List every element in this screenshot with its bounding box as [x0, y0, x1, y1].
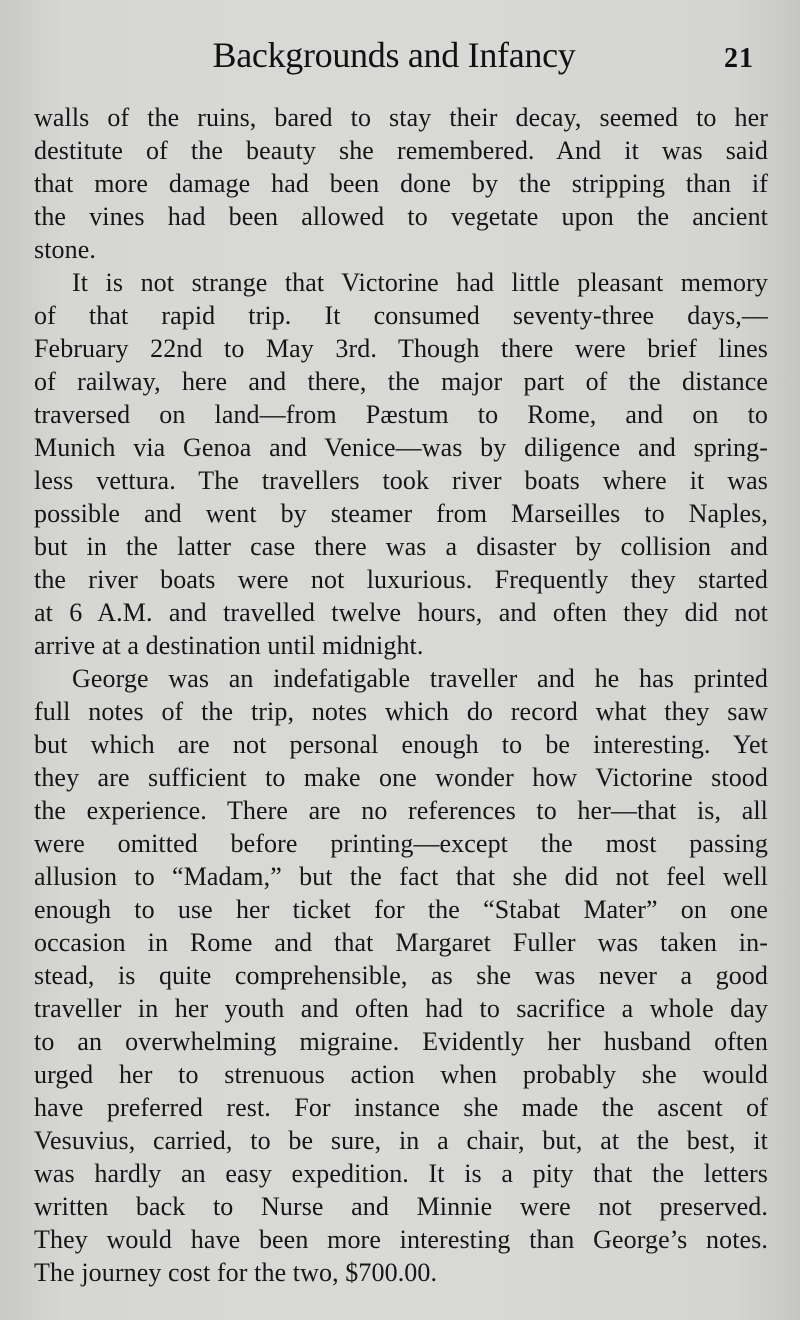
paragraph-start-line: It is not strange that Victorine had little pleasant memory — [72, 268, 768, 297]
page-number: 21 — [724, 43, 754, 74]
text-line: were omitted before printing—except the most passing — [34, 829, 768, 858]
text-line: written back to Nurse and Minnie were not preserved. — [34, 1192, 768, 1221]
running-title: Backgrounds and Infancy — [212, 35, 576, 75]
text-line: to an overwhelming migraine. Evidently her husband often — [34, 1027, 768, 1056]
text-line: at 6 A.M. and travelled twelve hours, and often they did not — [34, 598, 768, 627]
text-line: they are sufficient to make one wonder how Victorine stood — [34, 763, 768, 792]
text-line: Vesuvius, carried, to be sure, in a chair, but, at the best, it — [34, 1126, 768, 1155]
text-line: of that rapid trip. It consumed seventy-three days,— — [34, 301, 768, 330]
paragraph-end-line: arrive at a destination until midnight. — [34, 631, 424, 660]
text-line: possible and went by steamer from Marseilles to Naples, — [34, 499, 768, 528]
text-line: occasion in Rome and that Margaret Fuller was taken in- — [34, 928, 768, 957]
text-line: but which are not personal enough to be interesting. Yet — [34, 730, 768, 759]
text-line: of railway, here and there, the major part of the distance — [34, 367, 768, 396]
text-line: the vines had been allowed to vegetate upon the ancient — [34, 202, 768, 231]
paragraph-end-line: stone. — [34, 235, 96, 264]
text-line: full notes of the trip, notes which do record what they saw — [34, 697, 768, 726]
text-line: but in the latter case there was a disaster by collision and — [34, 532, 768, 561]
page-header — [0, 30, 800, 80]
text-line: February 22nd to May 3rd. Though there were brief lines — [34, 334, 768, 363]
text-line: enough to use her ticket for the “Stabat Mater” on one — [34, 895, 768, 924]
text-line: stead, is quite comprehensible, as she was never a good — [34, 961, 768, 990]
text-line: allusion to “Madam,” but the fact that she did not feel well — [34, 862, 768, 891]
text-line: the experience. There are no references to her—that is, all — [34, 796, 768, 825]
text-line: They would have been more interesting than George’s notes. — [34, 1225, 768, 1254]
text-line: walls of the ruins, bared to stay their decay, seemed to her — [34, 103, 768, 132]
text-line: traversed on land—from Pæstum to Rome, and on to — [34, 400, 768, 429]
text-line: the river boats were not luxurious. Frequently they started — [34, 565, 768, 594]
text-line: traveller in her youth and often had to sacrifice a whole day — [34, 994, 768, 1023]
text-line: less vettura. The travellers took river boats where it was — [34, 466, 768, 495]
text-line: that more damage had been done by the stripping than if — [34, 169, 768, 198]
text-line: destitute of the beauty she remembered. And it was said — [34, 136, 768, 165]
paragraph-end-line: The journey cost for the two, $700.00. — [34, 1258, 438, 1287]
text-line: was hardly an easy expedition. It is a pity that the letters — [34, 1159, 768, 1188]
paragraph-start-line: George was an indefatigable traveller and he has printed — [72, 664, 768, 693]
text-line: have preferred rest. For instance she made the ascent of — [34, 1093, 768, 1122]
text-line: urged her to strenuous action when probably she would — [34, 1060, 768, 1089]
body-text — [34, 101, 768, 1289]
text-line: Munich via Genoa and Venice—was by diligence and spring- — [34, 433, 768, 462]
